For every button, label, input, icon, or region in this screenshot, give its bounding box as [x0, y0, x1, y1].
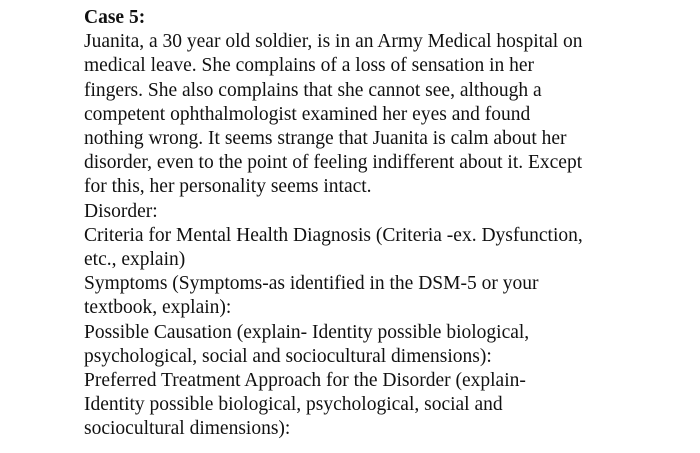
- treatment-prompt-line: sociocultural dimensions):: [84, 418, 291, 440]
- case-document: [84, 6, 684, 442]
- case-text-line: medical leave. She complains of a loss of sensation in her: [84, 55, 535, 77]
- disorder-label: Disorder:: [84, 200, 158, 222]
- causation-prompt-line: Possible Causation (explain- Identity possible biological,: [84, 321, 530, 343]
- criteria-prompt-line: etc., explain): [84, 249, 186, 271]
- case-text-line: fingers. She also complains that she cannot see, although a: [84, 79, 542, 101]
- treatment-prompt-line: Identity possible biological, psychological, social and: [84, 394, 503, 416]
- case-text-line: for this, her personality seems intact.: [84, 176, 372, 198]
- case-text-line: nothing wrong. It seems strange that Juanita is calm about her: [84, 128, 567, 150]
- treatment-prompt-line: Preferred Treatment Approach for the Disorder (explain-: [84, 370, 526, 392]
- case-text-line: Juanita, a 30 year old soldier, is in an Army Medical hospital on: [84, 31, 583, 53]
- symptoms-prompt-line: Symptoms (Symptoms-as identified in the DSM-5 or your: [84, 273, 539, 295]
- symptoms-prompt-line: textbook, explain):: [84, 297, 232, 319]
- case-title: Case 5:: [84, 7, 146, 28]
- criteria-prompt-line: Criteria for Mental Health Diagnosis (Criteria -ex. Dysfunction,: [84, 224, 583, 246]
- causation-prompt-line: psychological, social and sociocultural dimensions):: [84, 345, 492, 367]
- case-text-line: competent ophthalmologist examined her eyes and found: [84, 103, 531, 125]
- case-text-line: disorder, even to the point of feeling indifferent about it. Except: [84, 152, 583, 174]
